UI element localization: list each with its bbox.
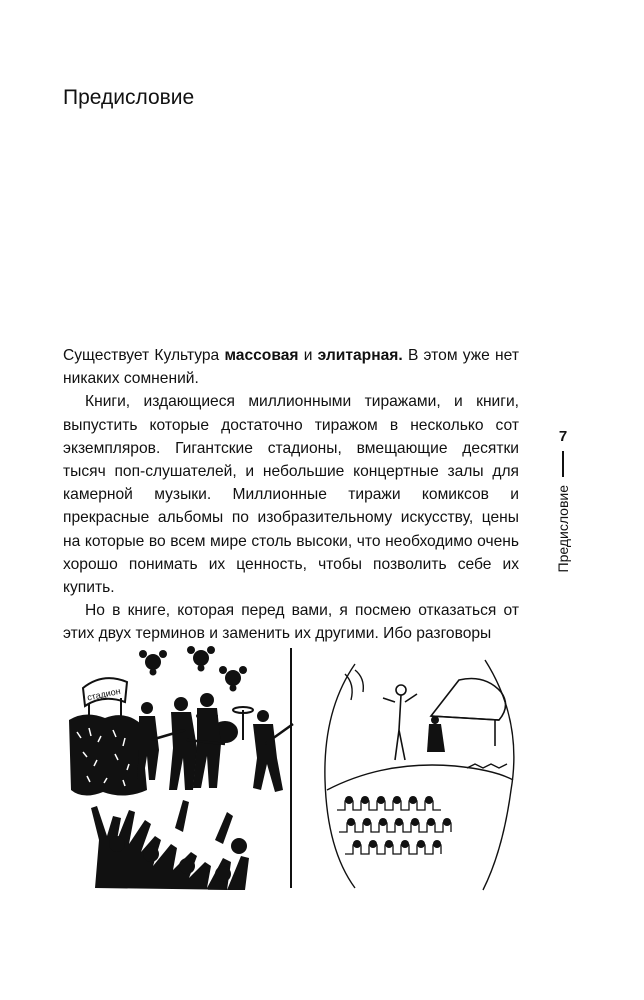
p1-bold-elite: элитарная. [317, 347, 403, 364]
concert-hall-drawing [325, 660, 514, 890]
rock-concert-drawing [69, 646, 293, 890]
stadium-sign-text: стадион [86, 685, 122, 703]
p1-bold-mass: массовая [224, 347, 299, 364]
p1-end: В этом уже нет никаких сомнений. [63, 347, 519, 388]
stage-lights [139, 646, 247, 692]
page-sidebar [548, 428, 578, 572]
sidebar-rule [562, 451, 564, 477]
cheering-crowd [91, 800, 249, 890]
paragraph-2: Книги, издающиеся миллионными тиражами, и книги, выпустить которые достаточно тиражом в несколько сот экземпляров. Гигантские стадионы, вмещающие десятки тысяч поп-слушателей, и небольшие концертные залы для камерной музыки. Миллионные тиражи комиксов и прекрасные альбомы по изобразительному искусству, цены на которые во всем мире столь высоки, что необходимо очень хорошо понимать их ценность, чтобы позволить себе их купить. [63, 393, 519, 597]
page-number: 7 [558, 428, 568, 445]
running-head: Предисловие [555, 485, 571, 573]
p1-start: Существует Культура [63, 347, 225, 364]
performer [383, 685, 417, 760]
illustration [55, 640, 525, 900]
p1-mid: и [298, 347, 318, 364]
body-text [63, 344, 519, 646]
pianist [427, 716, 445, 752]
chapter-title: Предисловие [63, 86, 195, 109]
paragraph-1 [63, 344, 519, 390]
paragraph-3: Но в книге, которая перед вами, я посмею отказаться от этих двух терминов и заменить их другими. Ибо разговоры [63, 602, 519, 643]
